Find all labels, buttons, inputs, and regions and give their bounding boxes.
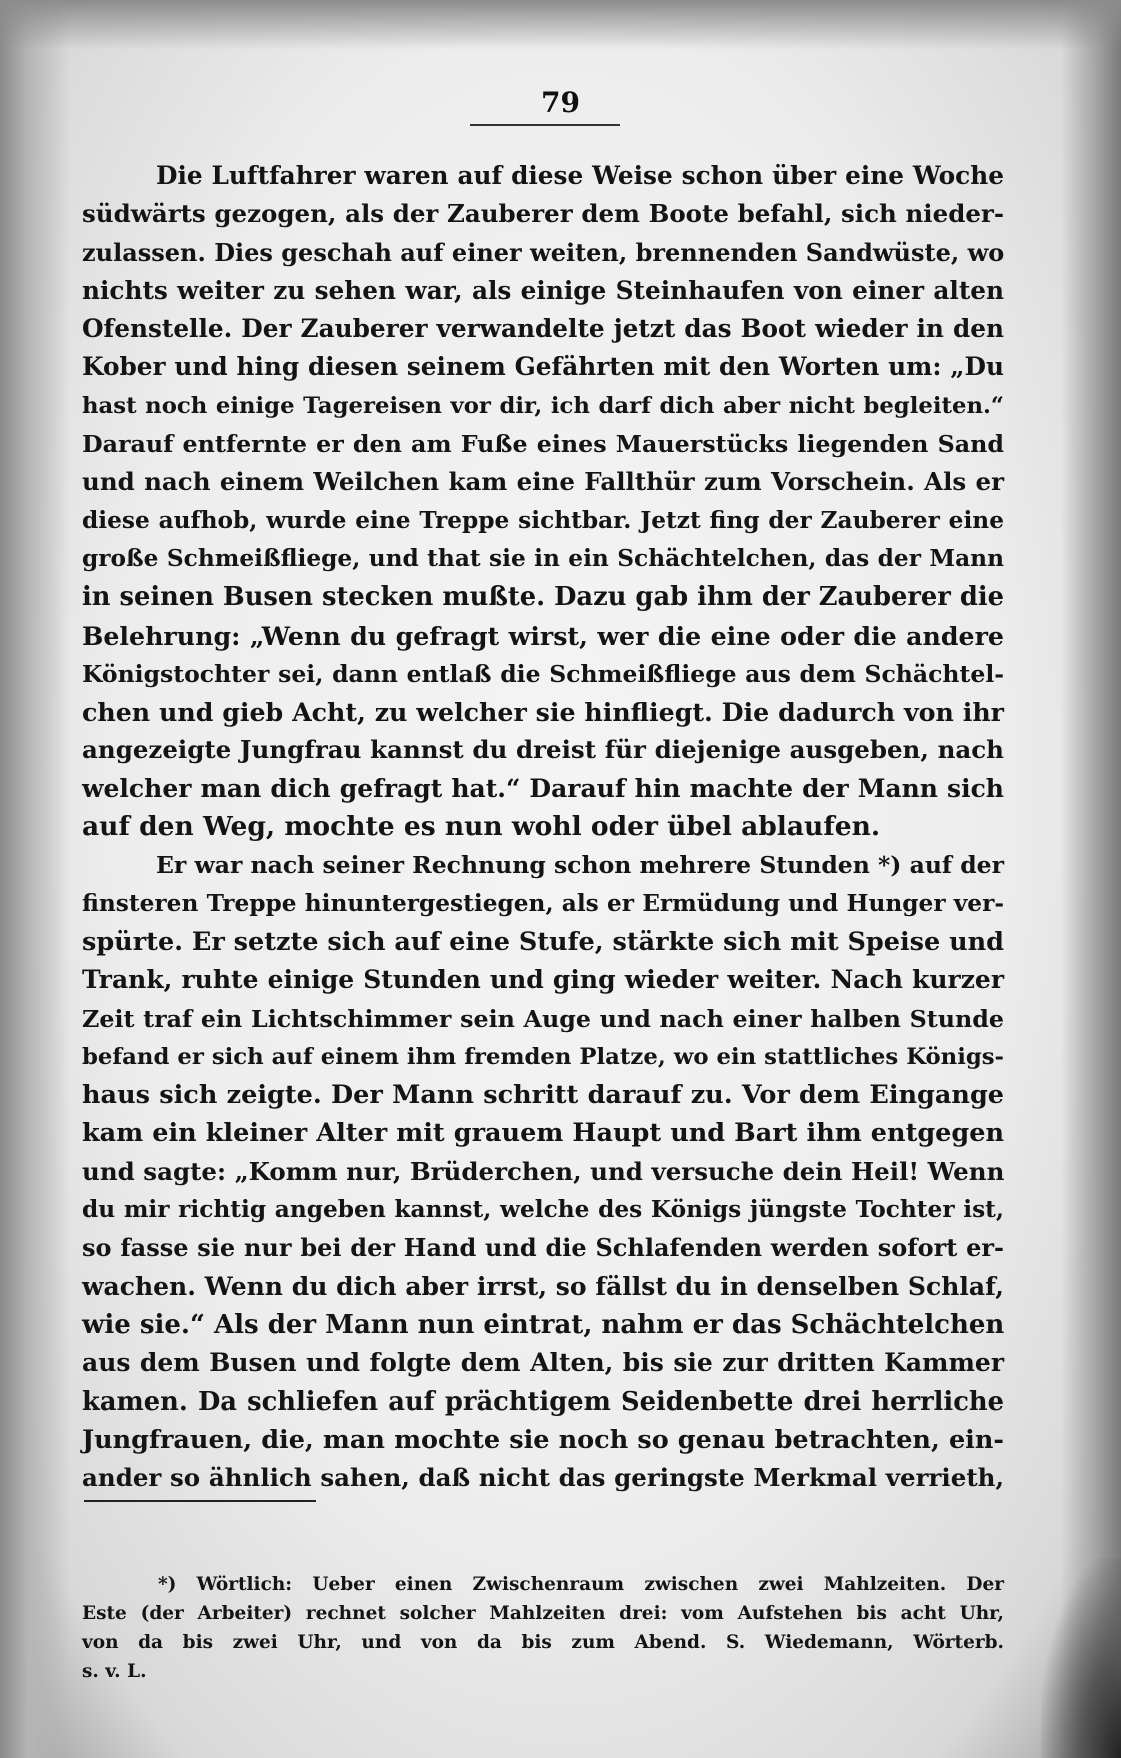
text-line: nichts weiter zu sehen war, als einige Steinhaufen von einer alten (82, 275, 1004, 305)
text-line: Darauf entfernte er den am Fuße eines Mauerstücks liegenden Sand (82, 430, 1004, 459)
text-line: Trank, ruhte einige Stunden und ging wieder weiter. Nach kurzer (82, 965, 1004, 995)
page-number: 79 (541, 86, 580, 119)
text-line: südwärts gezogen, als der Zauberer dem Boote befahl, sich nieder- (82, 199, 1004, 229)
page-shadow-left (0, 0, 70, 1758)
text-line: auf den Weg, mochte es nun wohl oder übel ablaufen. (82, 811, 881, 843)
text-line: welcher man dich gefragt hat.“ Darauf hin machte der Mann sich (82, 773, 1004, 803)
footnote-rule (84, 1500, 316, 1502)
text-line: große Schmeißfliege, und that sie in ein Schächtelchen, das der Mann (82, 544, 1004, 572)
text-line: aus dem Busen und folgte dem Alten, bis sie zur dritten Kammer (82, 1348, 1004, 1378)
text-line: Jungfrauen, die, man mochte sie noch so genau betrachten, ein- (82, 1424, 1004, 1455)
text-line: Königstochter sei, dann entlaß die Schmeißfliege aus dem Schächtel- (82, 659, 1004, 688)
body-text (82, 157, 1004, 1497)
page-shadow-right (1061, 0, 1121, 1758)
text-line: finsteren Treppe hinuntergestiegen, als er Ermüdung und Hunger ver- (82, 889, 1004, 917)
text-line: und nach einem Weilchen kam eine Fallthür zum Vorschein. Als er (82, 467, 1004, 497)
text-line: diese aufhob, wurde eine Treppe sichtbar. Jetzt fing der Zauberer eine (82, 506, 1004, 534)
text-line: ander so ähnlich sahen, daß nicht das geringste Merkmal verrieth, (82, 1463, 1004, 1493)
text-line: kam ein kleiner Alter mit grauem Haupt und Bart ihm entgegen (82, 1118, 1004, 1149)
page-number-rule (470, 124, 620, 126)
text-line: wachen. Wenn du dich aber irrst, so fällst du in denselben Schlaf, (82, 1271, 1004, 1301)
text-line: Zeit traf ein Lichtschimmer sein Auge und nach einer halben Stunde (82, 1004, 1004, 1033)
text-line: haus sich zeigte. Der Mann schritt darauf zu. Vor dem Eingange (82, 1080, 1004, 1111)
text-line: du mir richtig angeben kannst, welche des Königs jüngste Tochter ist, (82, 1196, 1004, 1224)
page-corner-shadow (1041, 1558, 1121, 1758)
text-line: hast noch einige Tagereisen vor dir, ich darf dich aber nicht begleiten.“ (82, 392, 1004, 419)
text-line: zulassen. Dies geschah auf einer weiten, brennenden Sandwüste, wo (82, 237, 1005, 267)
footnote-line: s. v. L. (82, 1661, 147, 1682)
text-line: so fasse sie nur bei der Hand und die Schlafenden werden sofort er- (82, 1233, 1004, 1263)
text-line: befand er sich auf einem ihm fremden Platze, wo ein stattliches Königs- (82, 1043, 1004, 1070)
text-line: in seinen Busen stecken mußte. Dazu gab ihm der Zauberer die (82, 582, 1004, 613)
text-line: Kober und hing diesen seinem Gefährten mit den Worten um: „Du (82, 352, 1004, 382)
text-line: spürte. Er setzte sich auf eine Stufe, stärkte sich mit Speise und (82, 926, 1004, 957)
footnote-line: Este (der Arbeiter) rechnet solcher Mahlzeiten drei: vom Aufstehen bis acht Uhr, (82, 1603, 1004, 1624)
text-line: Die Luftfahrer waren auf diese Weise schon über eine Woche (156, 161, 1004, 190)
text-line: Belehrung: „Wenn du gefragt wirst, wer die eine oder die andere (82, 620, 1004, 651)
footnote (82, 1570, 1004, 1686)
page-shadow-top (0, 0, 1121, 50)
text-line: angezeigte Jungfrau kannst du dreist für diejenige ausgeben, nach (82, 735, 1004, 765)
text-line: kamen. Da schliefen auf prächtigem Seidenbette drei herrliche (82, 1386, 1004, 1417)
text-line: Ofenstelle. Der Zauberer verwandelte jetzt das Boot wieder in den (82, 314, 1004, 344)
footnote-line: *) Wörtlich: Ueber einen Zwischenraum zwischen zwei Mahlzeiten. Der (158, 1574, 1004, 1595)
footnote-line: von da bis zwei Uhr, und von da bis zum Abend. S. Wiedemann, Wörterb. (82, 1632, 1004, 1653)
text-line: chen und gieb Acht, zu welcher sie hinfliegt. Die dadurch von ihr (82, 697, 1004, 728)
text-line: wie sie.“ Als der Mann nun eintrat, nahm er das Schächtelchen (82, 1309, 1005, 1340)
text-line: Er war nach seiner Rechnung schon mehrere Stunden *) auf der (156, 851, 1004, 880)
text-line: und sagte: „Komm nur, Brüderchen, und versuche dein Heil! Wenn (82, 1156, 1005, 1186)
